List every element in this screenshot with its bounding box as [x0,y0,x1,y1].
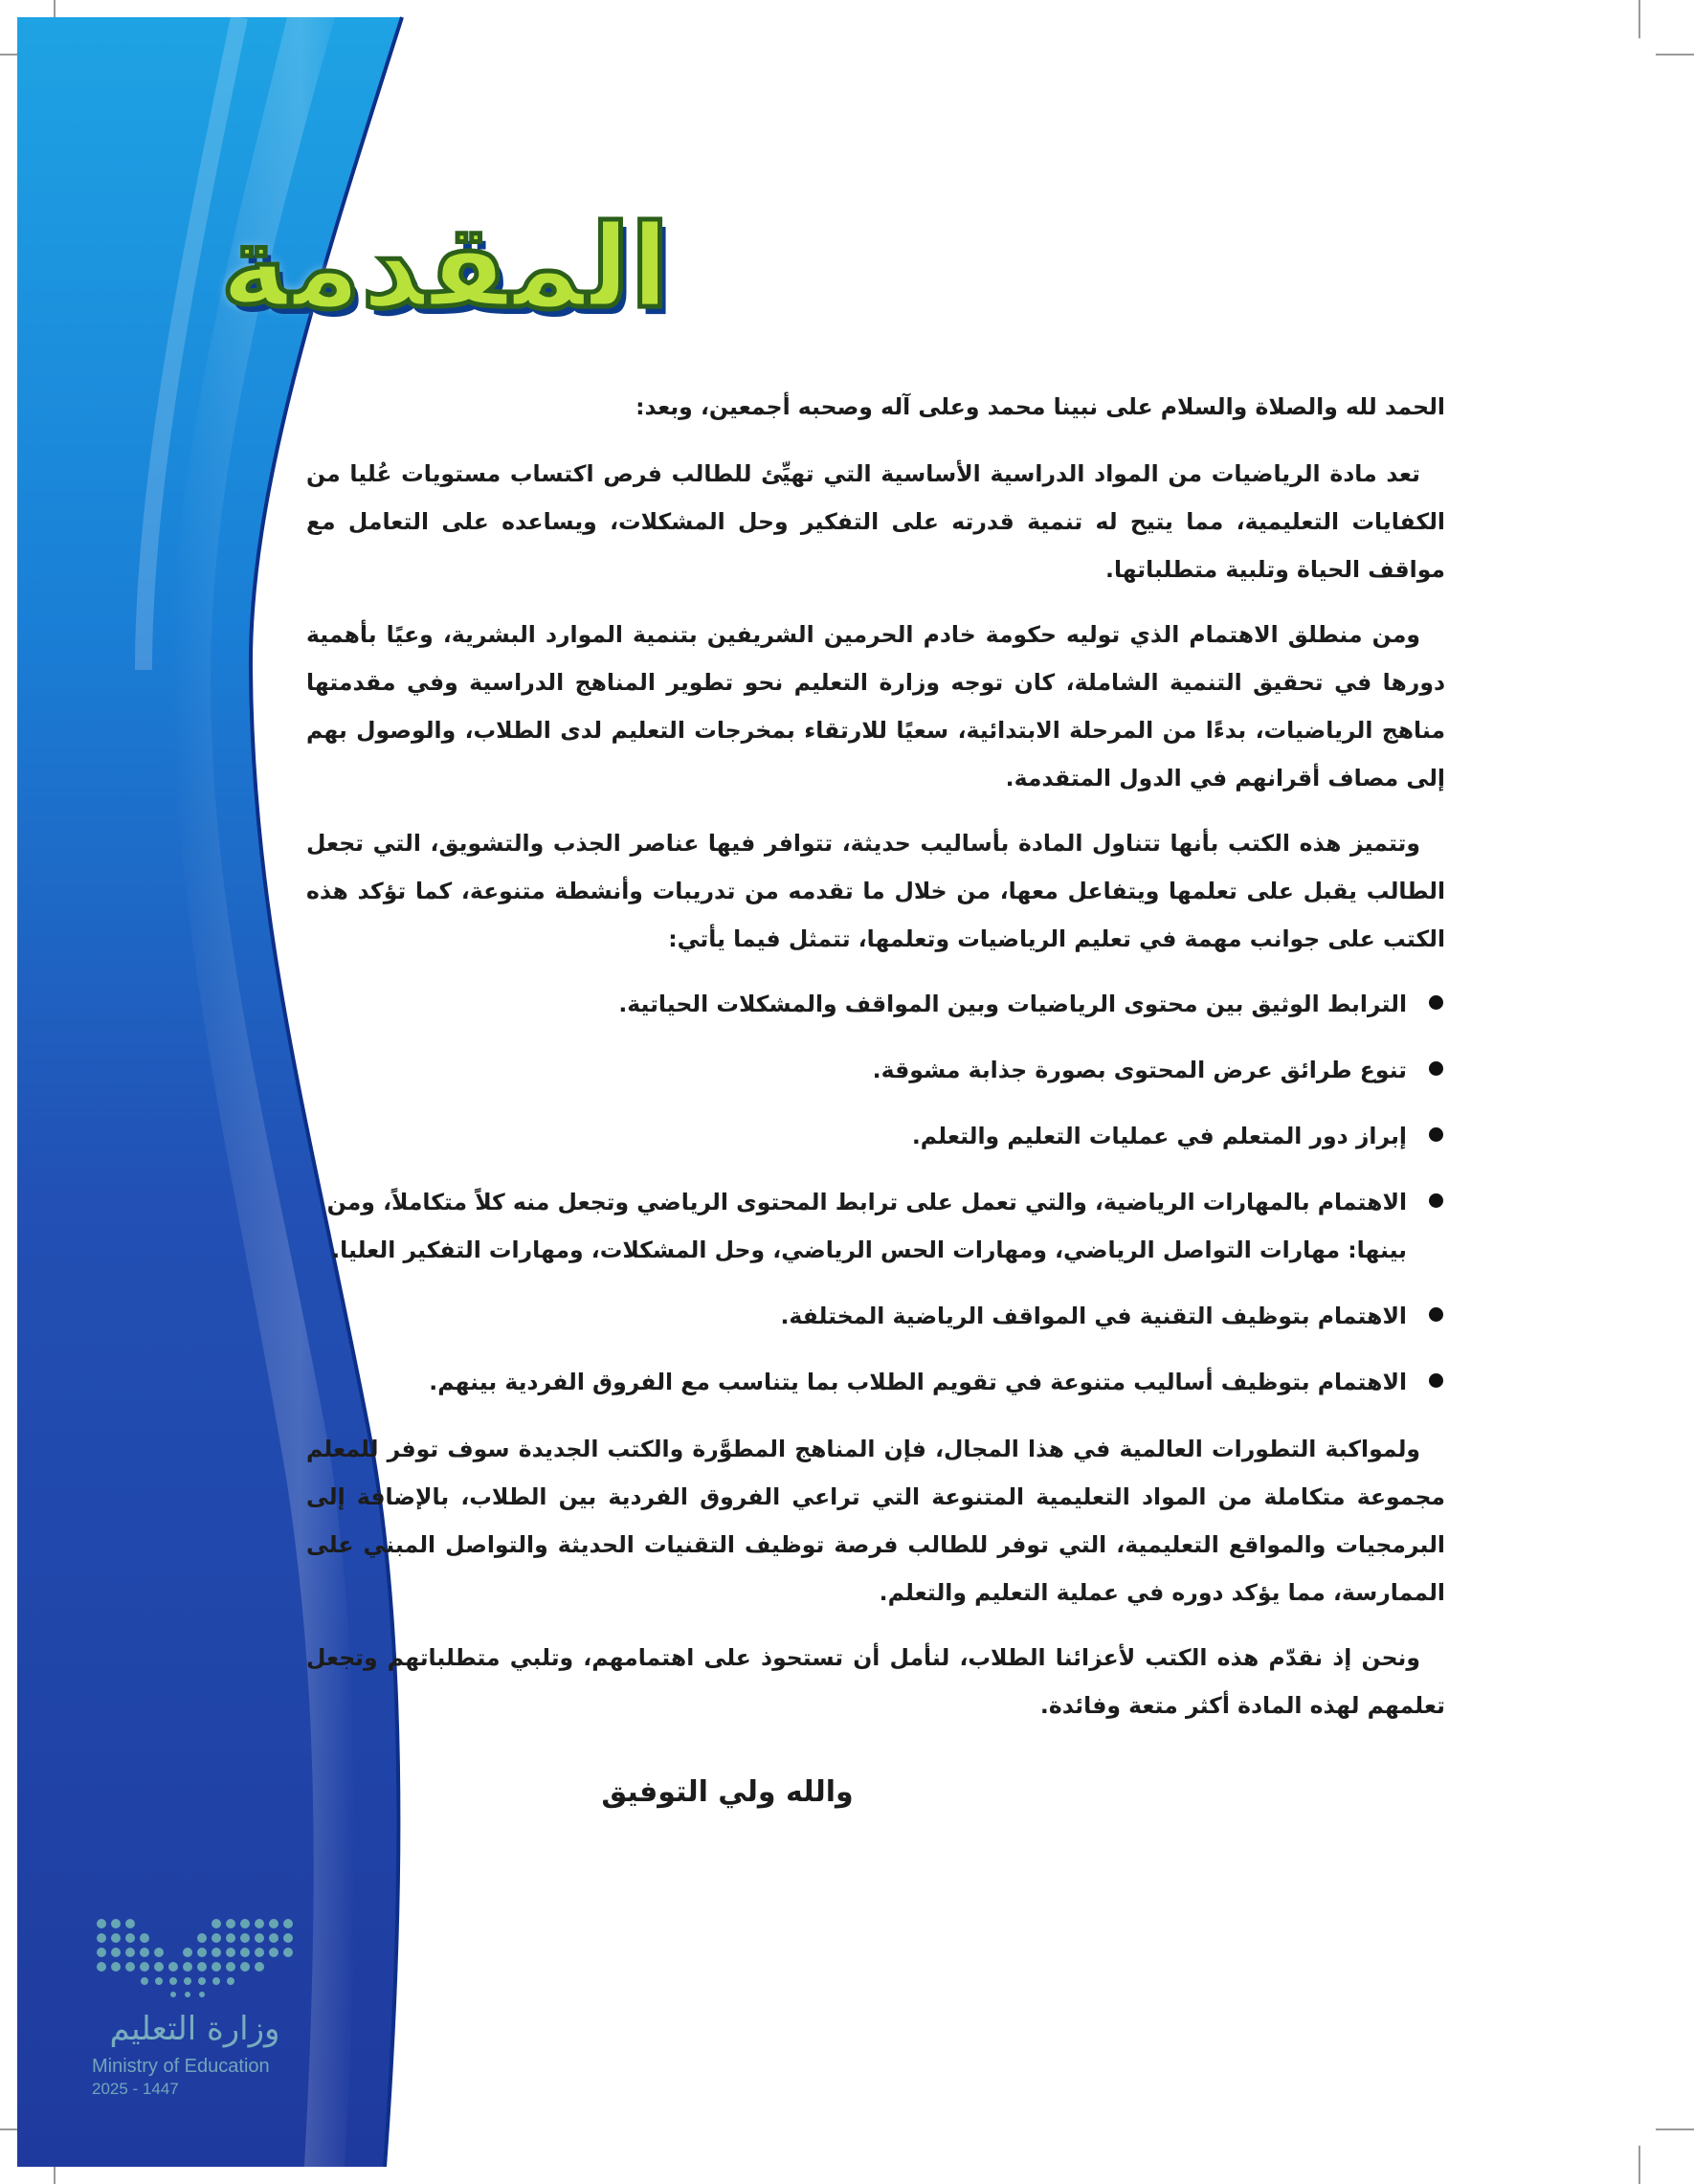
list-item-text: الاهتمام بالمهارات الرياضية، والتي تعمل على ترابط المحتوى الرياضي وتجعل منه كلاً متكاملاً، ومن بينها: مهارات التواصل الرياضي، ومهارات الحس الرياضي، وحل المشكلات، ومهارات التفكير العليا. [326,1189,1407,1263]
closing-line: والله ولي التوفيق [601,1775,854,1809]
ministry-logo-dots-icon [92,1914,312,2005]
introduction-body [306,383,1445,1747]
paragraph: وتتميز هذه الكتب بأنها تتناول المادة بأساليب حديثة، تتوافر فيها عناصر الجذب والتشويق، التي تجعل الطالب يقبل على تعلمها ويتفاعل معها، من خلال ما تقدمه من تدريبات وأنشطة متنوعة، كما تؤكد هذه الكتب على جوانب مهمة في تعليم الرياضيات وتعلمها، تتمثل فيما يأتي: [306,830,1445,952]
bullet-icon [1429,1061,1443,1076]
list-item [306,1358,1445,1406]
paragraph: ومن منطلق الاهتمام الذي توليه حكومة خادم الحرمين الشريفين بتنمية الموارد البشرية، وعيًا بأهمية دورها في تحقيق التنمية الشاملة، كان توجه وزارة التعليم نحو تطوير المناهج الدراسية وفي مقدمتها مناهج الرياضيات، بدءًا من المرحلة الابتدائية، سعيًا للارتقاء بمخرجات التعليم لدى الطلاب، والوصول بهم إلى مصاف أقرانهم في الدول المتقدمة. [306,621,1445,791]
list-item [306,1178,1445,1274]
features-list [306,980,1445,1406]
paragraph: ولمواكبة التطورات العالمية في هذا المجال، فإن المناهج المطوَّرة والكتب الجديدة سوف توفر للمعلم مجموعة متكاملة من المواد التعليمية المتنوعة التي تراعي الفروق الفردية بين الطلاب، بالإضافة إلى البرمجيات والمواقع التعليمية، التي توفر للطالب فرصة توظيف التقنيات الحديثة والتواصل المبني على الممارسة، مما يؤكد دوره في عملية التعليم والتعلم. [306,1436,1445,1606]
ministry-name-arabic: وزارة التعليم [109,2010,280,2048]
list-item-text: الاهتمام بتوظيف أساليب متنوعة في تقويم الطلاب بما يتناسب مع الفروق الفردية بينهم. [429,1369,1407,1395]
ministry-logo [92,1914,312,2106]
paragraph: تعد مادة الرياضيات من المواد الدراسية الأساسية التي تهيِّئ للطالب فرص اكتساب مستويات عُليا من الكفايات التعليمية، مما يتيح له تنمية قدرته على التفكير وحل المشكلات، ويساعده على التعامل مع مواقف الحياة وتلبية متطلباتها. [306,460,1445,583]
list-item [306,1292,1445,1340]
list-item [306,1112,1445,1160]
bullet-icon [1429,1307,1443,1322]
bullet-icon [1429,995,1443,1010]
bullet-icon [1429,1127,1443,1142]
intro-paragraph: الحمد لله والصلاة والسلام على نبينا محمد وعلى آله وصحبه أجمعين، وبعد: [635,393,1445,420]
bullet-icon [1429,1193,1443,1208]
edition-year: 2025 - 1447 [92,2080,179,2098]
list-item-text: الاهتمام بتوظيف التقنية في المواقف الرياضية المختلفة. [780,1303,1407,1329]
bullet-icon [1429,1373,1443,1388]
list-item [306,1046,1445,1094]
list-item-text: إبراز دور المتعلم في عمليات التعليم والتعلم. [911,1123,1407,1149]
page-title: المقدمة [220,201,670,334]
paragraph: ونحن إذ نقدّم هذه الكتب لأعزائنا الطلاب، لنأمل أن تستحوذ على اهتمامهم، وتلبي متطلباتهم وتجعل تعلمهم لهذه المادة أكثر متعة وفائدة. [306,1644,1445,1719]
list-item-text: الترابط الوثيق بين محتوى الرياضيات وبين المواقف والمشكلات الحياتية. [618,991,1407,1017]
ministry-name-english: Ministry of Education [92,2056,270,2077]
list-item-text: تنوع طرائق عرض المحتوى بصورة جذابة مشوقة. [872,1057,1407,1083]
list-item [306,980,1445,1028]
